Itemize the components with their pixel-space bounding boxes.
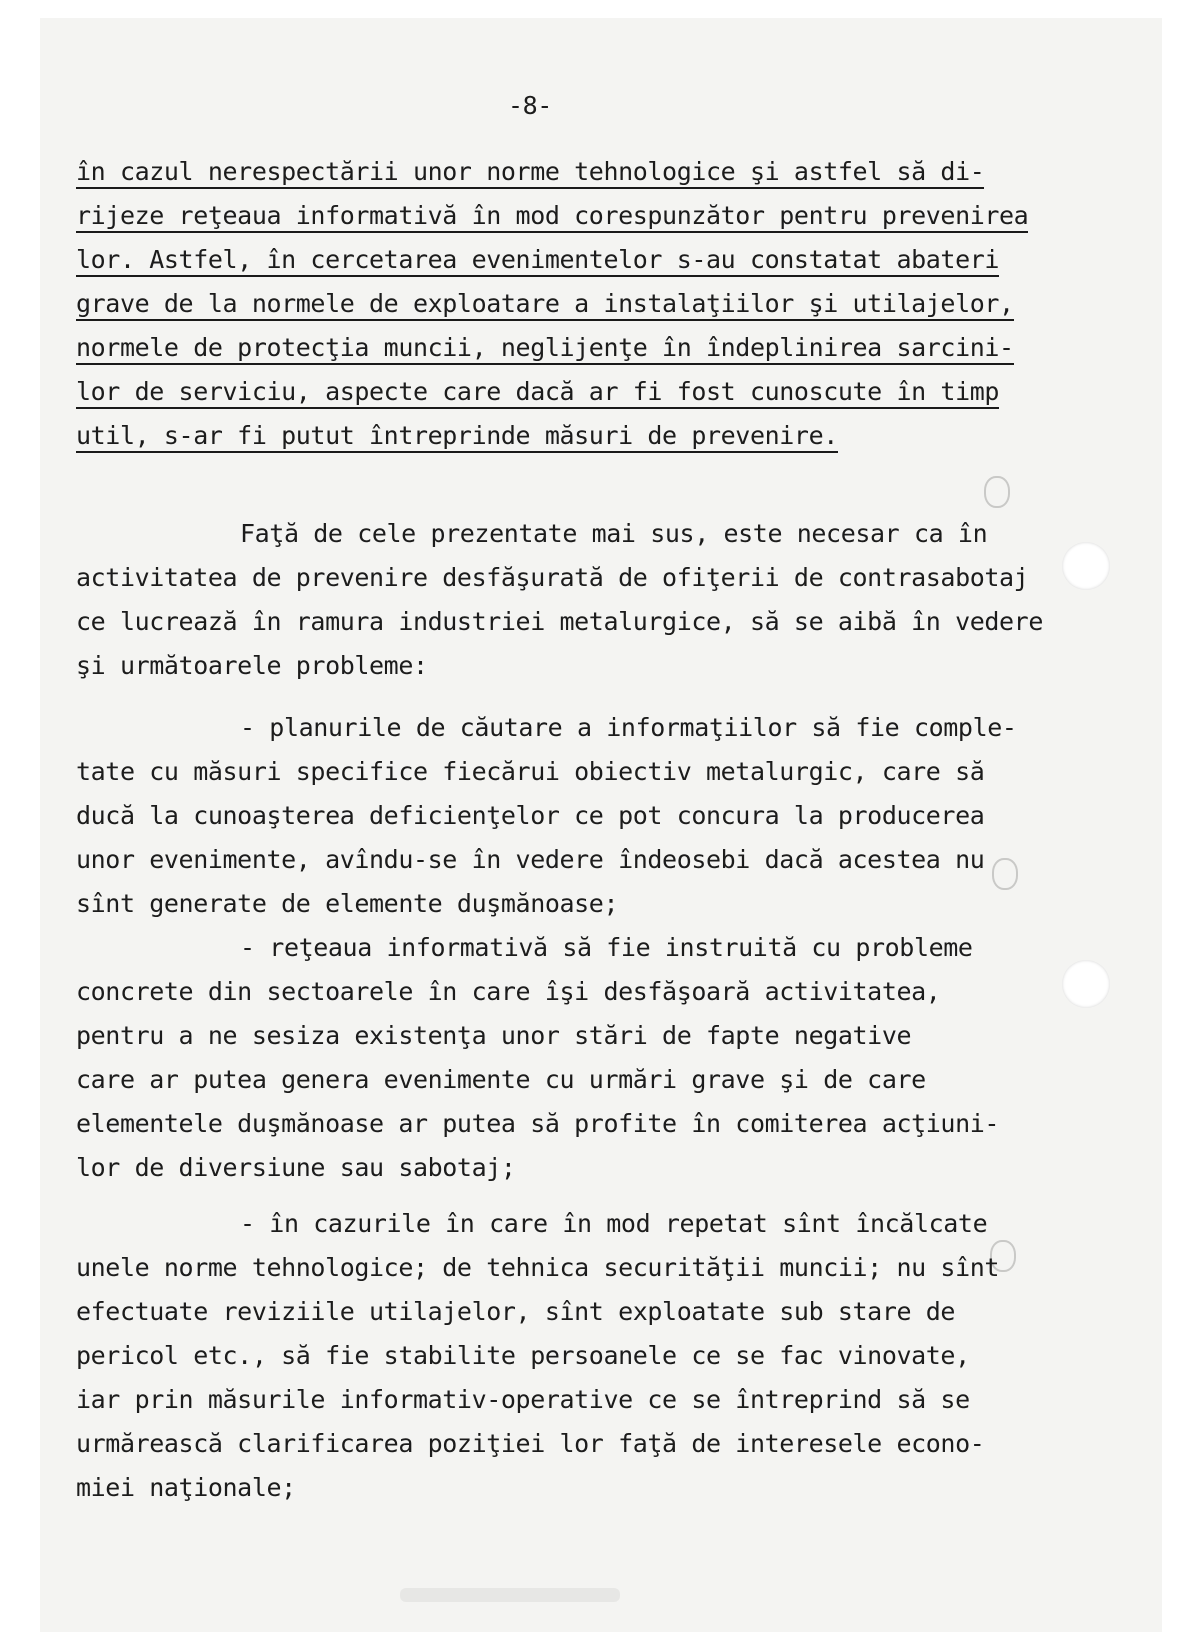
bleed-through-smudge bbox=[400, 1588, 620, 1602]
text-line: Faţă de cele prezentate mai sus, este necesar ca în bbox=[240, 519, 988, 548]
text-line: pericol etc., să fie stabilite persoanele ce se fac vinovate, bbox=[76, 1341, 970, 1370]
text-line: lor de diversiune sau sabotaj; bbox=[76, 1153, 516, 1182]
text-line: rijeze reţeaua informativă în mod corespunzător pentru prevenirea bbox=[76, 201, 1028, 233]
text-line: sînt generate de elemente duşmănoase; bbox=[76, 889, 619, 918]
text-line: care ar putea genera evenimente cu urmări grave şi de care bbox=[76, 1065, 926, 1094]
text-line: concrete din sectoarele în care îşi desfăşoară activitatea, bbox=[76, 977, 941, 1006]
text-line: în cazul nerespectării unor norme tehnologice şi astfel să di- bbox=[76, 157, 984, 189]
text-line: şi următoarele probleme: bbox=[76, 651, 428, 680]
text-line: miei naţionale; bbox=[76, 1473, 296, 1502]
text-line: iar prin măsurile informativ-operative ce se întreprind să se bbox=[76, 1385, 970, 1414]
ink-mark bbox=[992, 858, 1018, 890]
text-line: lor. Astfel, în cercetarea evenimentelor s-au constatat abateri bbox=[76, 245, 999, 277]
text-line: unor evenimente, avîndu-se în vedere îndeosebi dacă acestea nu bbox=[76, 845, 985, 874]
text-line: lor de serviciu, aspecte care dacă ar fi fost cunoscute în timp bbox=[76, 377, 999, 409]
punch-hole-bottom bbox=[1062, 960, 1110, 1008]
text-line: unele norme tehnologice; de tehnica securităţii muncii; nu sînt bbox=[76, 1253, 1000, 1282]
text-line: util, s-ar fi putut întreprinde măsuri de prevenire. bbox=[76, 421, 838, 453]
text-line: - planurile de căutare a informaţiilor să fie comple- bbox=[240, 713, 1017, 742]
text-line: - reţeaua informativă să fie instruită cu probleme bbox=[240, 933, 973, 962]
text-line: pentru a ne sesiza existenţa unor stări de fapte negative bbox=[76, 1021, 912, 1050]
ink-mark bbox=[984, 476, 1010, 508]
text-line: urmărească clarificarea poziţiei lor faţă de interesele econo- bbox=[76, 1429, 985, 1458]
text-line: ducă la cunoaşterea deficienţelor ce pot concura la producerea bbox=[76, 801, 985, 830]
page-number: -8- bbox=[508, 91, 552, 120]
text-line: grave de la normele de exploatare a instalaţiilor şi utilajelor, bbox=[76, 289, 1014, 321]
text-line: - în cazurile în care în mod repetat sînt încălcate bbox=[240, 1209, 988, 1238]
text-line: ce lucrează în ramura industriei metalurgice, să se aibă în vedere bbox=[76, 607, 1043, 636]
text-line: elementele duşmănoase ar putea să profite în comiterea acţiuni- bbox=[76, 1109, 1000, 1138]
text-line: activitatea de prevenire desfăşurată de ofiţerii de contrasabotaj bbox=[76, 563, 1029, 592]
punch-hole-top bbox=[1062, 542, 1110, 590]
text-line: efectuate reviziile utilajelor, sînt exploatate sub stare de bbox=[76, 1297, 956, 1326]
text-line: tate cu măsuri specifice fiecărui obiectiv metalurgic, care să bbox=[76, 757, 985, 786]
text-line: normele de protecţia muncii, neglijenţe în îndeplinirea sarcini- bbox=[76, 333, 1014, 365]
